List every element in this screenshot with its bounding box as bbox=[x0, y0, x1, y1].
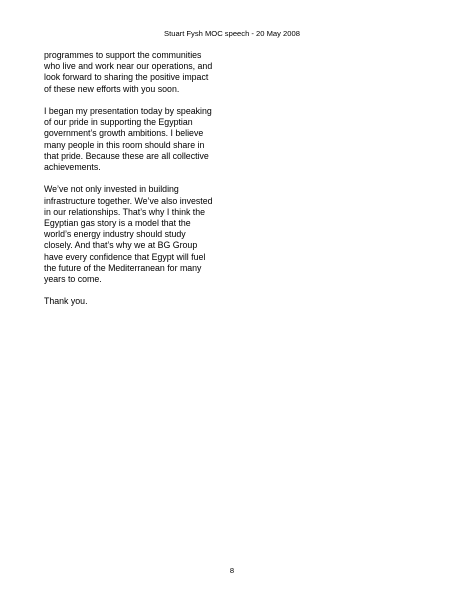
text-line: look forward to sharing the positive impact bbox=[44, 72, 209, 83]
text-line: that pride. Because these are all collective bbox=[44, 150, 209, 161]
text-line: programmes to support the communities bbox=[44, 50, 202, 60]
text-line: world’s energy industry should study bbox=[44, 229, 186, 240]
text-line: government’s growth ambitions. I believe bbox=[44, 128, 204, 139]
paragraph-community-programmes bbox=[44, 50, 244, 95]
paragraph-investment bbox=[44, 184, 244, 285]
text-line: who live and work near our operations, and bbox=[44, 61, 213, 72]
text-line: of these new efforts with you soon. bbox=[44, 83, 180, 94]
text-line: infrastructure together. We’ve also invested bbox=[44, 195, 213, 206]
text-line: the future of the Mediterranean for many bbox=[44, 262, 202, 273]
text-line: in our relationships. That’s why I think the bbox=[44, 206, 206, 217]
text-line: We’ve not only invested in building bbox=[44, 184, 179, 195]
text-line: years to come. bbox=[44, 274, 102, 285]
page-header: Stuart Fysh MOC speech - 20 May 2008 bbox=[164, 29, 300, 38]
paragraph-pride bbox=[44, 106, 244, 173]
speech-body bbox=[44, 50, 244, 319]
text-line: I began my presentation today by speaking bbox=[44, 106, 212, 116]
text-line: of our pride in supporting the Egyptian bbox=[44, 117, 193, 128]
text-line: Egyptian gas story is a model that the bbox=[44, 218, 191, 229]
page-number: 8 bbox=[229, 566, 235, 575]
text-line: many people in this room should share in bbox=[44, 139, 205, 150]
text-line: Thank you. bbox=[44, 296, 88, 307]
paragraph-closing bbox=[44, 296, 244, 307]
text-line: achievements. bbox=[44, 162, 101, 173]
text-line: have every confidence that Egypt will fuel bbox=[44, 251, 206, 262]
text-line: closely. And that’s why we at BG Group bbox=[44, 240, 198, 251]
